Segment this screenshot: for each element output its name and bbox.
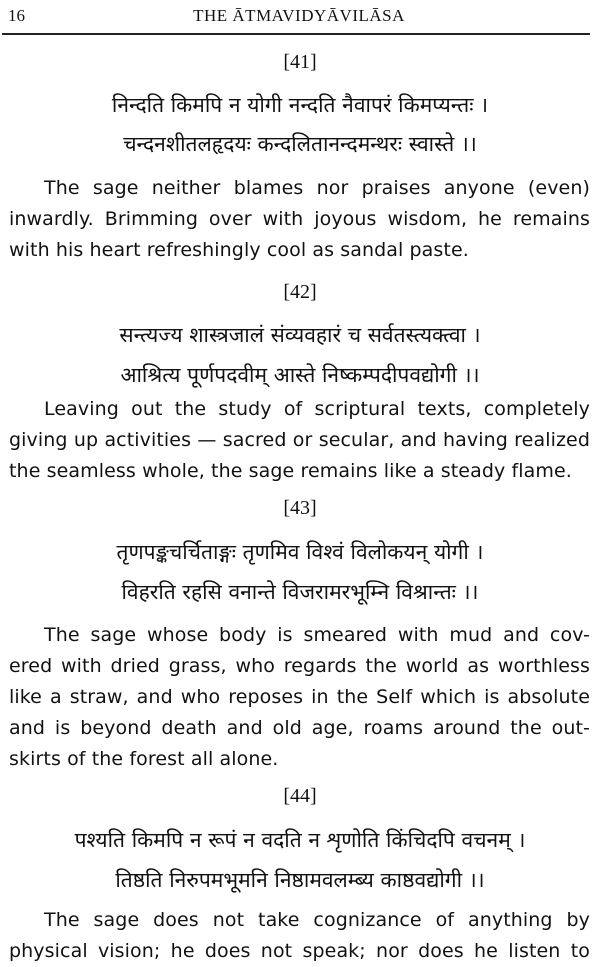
- sanskrit-line: विहरति रहसि वनान्ते विजरामरभूम्नि विश्रान्तः ।।: [121, 580, 479, 604]
- translation-line: skirts of the forest all alone.: [9, 748, 279, 770]
- translation-line: the seamless whole, the sage remains like a steady flame.: [9, 460, 572, 482]
- translation-43: [9, 620, 590, 775]
- translation-line: giving up activities — sacred or secular, and having realized: [9, 429, 590, 451]
- translation-42: [9, 394, 590, 487]
- translation-line: The sage whose body is smeared with mud and cov-: [44, 624, 590, 646]
- translation-line: The sage does not take cognizance of anything by: [44, 909, 590, 931]
- sanskrit-line: आश्रित्य पूर्णपदवीम् आस्ते निष्कम्पदीपवद्योगी ।।: [120, 363, 480, 387]
- translation-41: [9, 173, 590, 266]
- translation-line: like a straw, and who reposes in the Self which is absolute: [9, 686, 590, 708]
- translation-line: The sage neither blames nor praises anyone (even): [44, 177, 590, 199]
- sanskrit-line: सन्त्यज्य शास्त्रजालं संव्यवहारं च सर्वतस्त्यक्त्वा ।: [119, 323, 481, 347]
- page-number: 16: [8, 6, 25, 25]
- translation-line: Leaving out the study of scriptural texts, completely: [44, 398, 590, 420]
- sanskrit-line: तृणपङ्कचर्चिताङ्गः तृणमिव विश्वं विलोकयन् योगी ।: [116, 540, 484, 564]
- page-header: [8, 6, 590, 32]
- translation-line: with his heart refreshingly cool as sandal paste.: [9, 239, 469, 261]
- verse-number-41: [41]: [283, 51, 317, 73]
- sanskrit-line: चन्दनशीतलहृदयः कन्दलितानन्दमन्थरः स्वास्ते ।।: [123, 132, 477, 156]
- translation-44: [9, 905, 590, 967]
- translation-line: and is beyond death and old age, roams around the out-: [9, 717, 590, 739]
- sanskrit-line: तिष्ठति निरुपमभूमनि निष्ठामवलम्ब्य काष्ठवद्योगी ।।: [115, 868, 485, 892]
- verse-number-43: [43]: [283, 497, 317, 519]
- running-title: THE ĀTMAVIDYĀVILĀSA: [193, 6, 405, 25]
- sanskrit-line: निन्दति किमपि न योगी नन्दति नैवापरं किमप्यन्तः ।: [111, 93, 489, 117]
- translation-line: inwardly. Brimming over with joyous wisdom, he remains: [9, 208, 590, 230]
- translation-line: ered with dried grass, who regards the world as worthless: [9, 655, 590, 677]
- header-rule: [2, 33, 590, 35]
- sanskrit-line: पश्यति किमपि न रूपं न वदति न शृणोति किंचिदपि वचनम् ।: [74, 828, 526, 852]
- verse-number-44: [44]: [283, 785, 317, 807]
- verse-number-42: [42]: [283, 281, 317, 303]
- translation-line: physical vision; he does not speak; nor does he listen to: [9, 940, 590, 962]
